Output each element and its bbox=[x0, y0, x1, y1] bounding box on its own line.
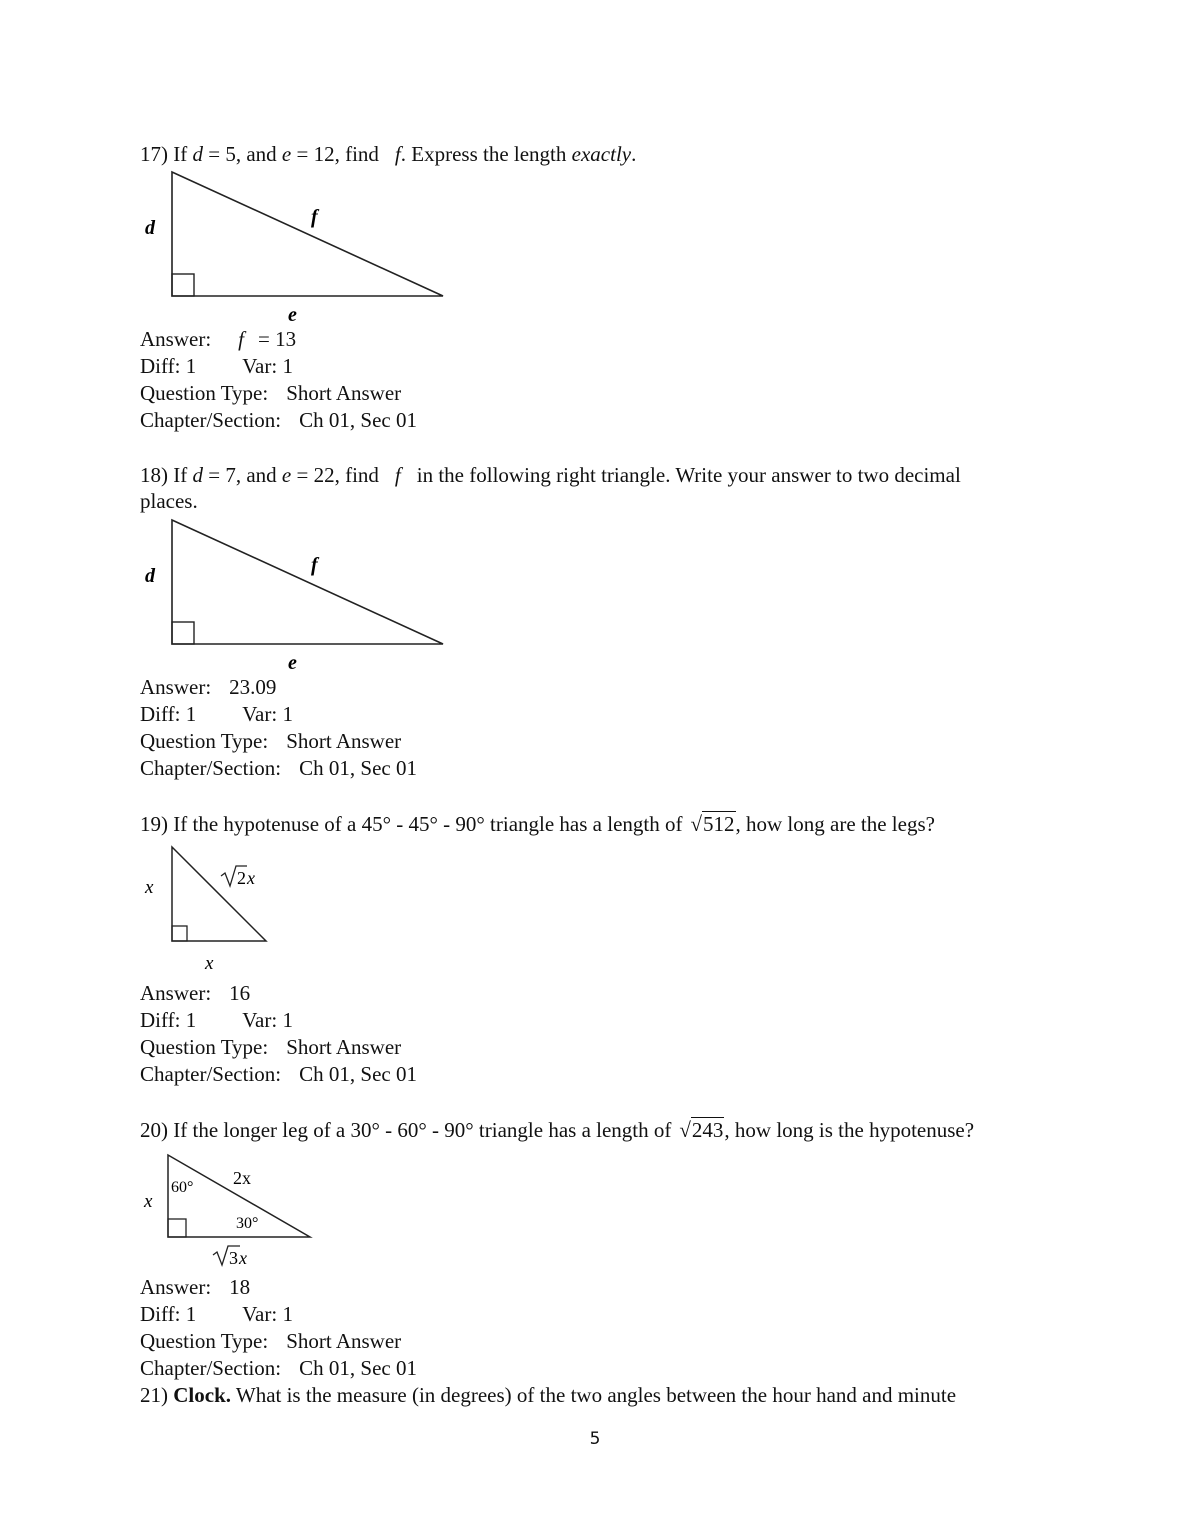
q20-base-radicand: 3 bbox=[229, 1248, 238, 1268]
q20-question-type: Question Type: Short Answer bbox=[140, 1329, 402, 1353]
q19-hyp-radicand: 2 bbox=[237, 868, 246, 888]
q19-diff-var: Diff: 1 Var: 1 bbox=[140, 1008, 293, 1032]
q19-sqrt: √512 bbox=[690, 812, 735, 836]
q17-var-f: f bbox=[394, 142, 401, 166]
q17-label-e: e bbox=[288, 304, 297, 325]
q20-diff-var: Diff: 1 Var: 1 bbox=[140, 1302, 293, 1326]
q20-angle-30: 30° bbox=[236, 1215, 259, 1232]
q19-answer: Answer: 16 bbox=[140, 981, 251, 1005]
q18-question-type: Question Type: Short Answer bbox=[140, 729, 402, 753]
q20-label-left-x: x bbox=[144, 1191, 153, 1212]
q20-sqrt: √243 bbox=[679, 1118, 724, 1142]
q20-triangle-figure bbox=[135, 1148, 325, 1273]
q19-triangle-figure bbox=[135, 840, 285, 975]
q19-label-bottom-x: x bbox=[205, 953, 214, 974]
page-number: 5 bbox=[589, 1429, 601, 1449]
q20-right-angle-mark bbox=[168, 1219, 186, 1237]
q19-hyp-var: x bbox=[247, 868, 255, 888]
q18-right-angle-mark bbox=[172, 622, 194, 644]
q17-triangle-figure bbox=[135, 165, 455, 325]
q20-label-base bbox=[213, 1246, 247, 1268]
q17-var-e: e bbox=[281, 142, 292, 166]
q18-chapter-section: Chapter/Section: Ch 01, Sec 01 bbox=[140, 756, 417, 780]
q18-label-f: f bbox=[311, 554, 318, 576]
q18-triangle bbox=[172, 520, 443, 644]
q21-question: 21) Clock. What is the measure (in degrees) of the two angles between the hour hand and minute bbox=[140, 1383, 957, 1407]
q18-label-d: d bbox=[145, 565, 155, 587]
q19-question-type: Question Type: Short Answer bbox=[140, 1035, 402, 1059]
q20-answer: Answer: 18 bbox=[140, 1275, 251, 1299]
q20-label-hyp: 2x bbox=[233, 1168, 251, 1188]
q19-chapter-section: Chapter/Section: Ch 01, Sec 01 bbox=[140, 1062, 417, 1086]
q18-question: 18) If d = 7, and e = 22, find f in the following right triangle. Write your answer to two decimal bbox=[140, 463, 961, 487]
q18-diff-var: Diff: 1 Var: 1 bbox=[140, 702, 293, 726]
q17-triangle bbox=[172, 172, 443, 296]
q20-chapter-section: Chapter/Section: Ch 01, Sec 01 bbox=[140, 1356, 417, 1380]
q17-diff-var: Diff: 1 Var: 1 bbox=[140, 354, 293, 378]
q18-answer: Answer: 23.09 bbox=[140, 675, 277, 699]
q18-triangle-figure bbox=[135, 513, 455, 673]
q17-label-d: d bbox=[145, 217, 155, 239]
q19-label-left-x: x bbox=[145, 877, 154, 898]
q17-answer: Answer: f = 13 bbox=[140, 327, 297, 351]
q21-title: Clock. bbox=[173, 1383, 231, 1407]
q20-base-var: x bbox=[239, 1248, 247, 1268]
q18-label-e: e bbox=[288, 652, 297, 673]
q17-question: 17) If d = 5, and e = 12, find f. Express the length exactly. bbox=[140, 142, 637, 166]
q17-right-angle-mark bbox=[172, 274, 194, 296]
q17-question-type: Question Type: Short Answer bbox=[140, 381, 402, 405]
q17-exactly: exactly bbox=[571, 142, 632, 166]
q20-question: 20) If the longer leg of a 30° - 60° - 90° triangle has a length of √243, how long is the hypotenuse? bbox=[140, 1118, 975, 1142]
q19-question: 19) If the hypotenuse of a 45° - 45° - 90° triangle has a length of √512, how long are the legs? bbox=[140, 812, 935, 836]
q19-triangle bbox=[172, 847, 266, 941]
q17-var-d: d bbox=[192, 142, 203, 166]
q17-chapter-section: Chapter/Section: Ch 01, Sec 01 bbox=[140, 408, 417, 432]
q19-right-angle-mark bbox=[172, 926, 187, 941]
q17-label-f: f bbox=[311, 206, 318, 228]
q19-label-hypotenuse bbox=[221, 866, 255, 888]
q20-angle-60: 60° bbox=[171, 1179, 194, 1196]
q18-question-line2: places. bbox=[140, 489, 198, 513]
